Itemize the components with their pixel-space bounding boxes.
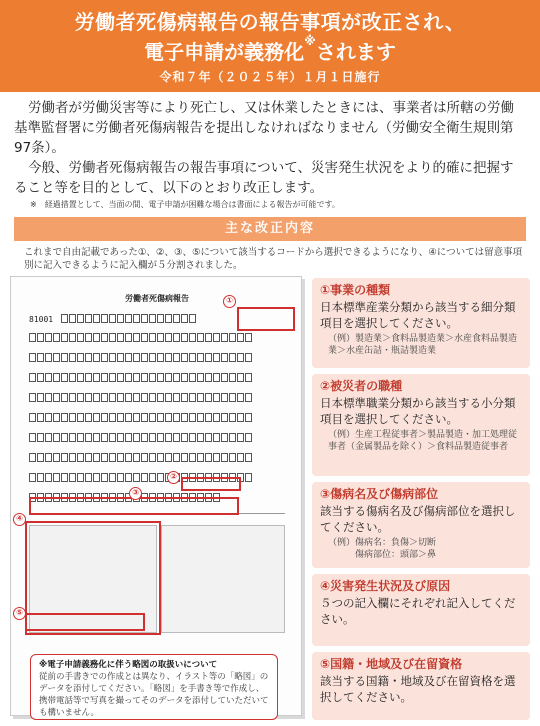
highlight-industry-field bbox=[237, 307, 295, 331]
intro-paragraph-2: 今般、労働者死傷病報告の報告事項について、災害発生状況をより的確に把握すること等を目的として、以下のとおり改正します。 bbox=[14, 160, 514, 196]
tag-3: ③ bbox=[129, 487, 142, 500]
highlight-occupation-field bbox=[181, 477, 241, 491]
tag-5: ⑤ bbox=[13, 607, 26, 620]
card-heading: ③傷病名及び傷病部位 bbox=[320, 487, 439, 501]
revision-card-circumstances bbox=[312, 574, 530, 646]
revision-summary: これまで自由記載であった①、②、③、⑤について該当するコードから選択できるようになり、④については留意事項別に記入できるように記入欄が５分割されました。 bbox=[24, 247, 523, 271]
header-title-line2 bbox=[0, 36, 540, 65]
header-title-mark: ※ bbox=[304, 34, 316, 48]
form-title: 労働者死傷病報告 bbox=[125, 294, 189, 303]
tag-2: ② bbox=[167, 471, 180, 484]
form-cells-row bbox=[61, 314, 196, 323]
header-title-main: 電子申請が義務化 bbox=[144, 40, 305, 64]
card-heading: ④災害発生状況及び原因 bbox=[320, 579, 451, 593]
sketch-note-heading: ※電子申請義務化に伴う略図の取扱いについて bbox=[39, 660, 218, 670]
form-cells-row bbox=[29, 393, 252, 402]
tag-1: ① bbox=[223, 295, 236, 308]
form-cells-row bbox=[29, 373, 252, 382]
header-title-tail: されます bbox=[315, 40, 396, 64]
page-header bbox=[0, 0, 540, 92]
report-form-illustration bbox=[10, 276, 302, 716]
card-body: 該当する国籍・地域及び在留資格を選択してください。 bbox=[320, 674, 516, 704]
form-cells-row bbox=[29, 413, 252, 422]
form-sketch-block bbox=[161, 525, 285, 633]
card-body: 日本標準職業分類から該当する小分類項目を選択してください。 bbox=[320, 396, 516, 426]
sketch-note-body: 従前の手書きでの作成とは異なり、イラスト等の「略図」のデータを添付してください。「略図」を手書き等で作成し、携帯電話等で写真を撮ってそのデータを添付していただいても構いません。 bbox=[39, 672, 269, 718]
enforcement-date: 令和７年（２０２５年）１月１日施行 bbox=[159, 70, 381, 84]
highlight-nationality-field bbox=[25, 613, 145, 631]
card-example: （例）製造業＞食料品製造業＞水産食料品製造業＞水産缶詰・瓶詰製造業 bbox=[328, 334, 518, 356]
card-body: 該当する傷病名及び傷病部位を選択してください。 bbox=[320, 504, 516, 534]
form-cells-row bbox=[29, 433, 252, 442]
form-number: 81001 bbox=[29, 315, 54, 324]
intro-paragraph-1: 労働者が労働災害等により死亡し、又は休業したときには、事業者は所轄の労働基準監督署に労働者死傷病報告を提出しなければなりません（労働安全衛生規則第97条）。 bbox=[14, 100, 514, 156]
revision-card-injury bbox=[312, 482, 530, 568]
card-heading: ①事業の種類 bbox=[320, 283, 391, 297]
form-cells-row bbox=[29, 333, 252, 342]
card-body: ５つの記入欄にそれぞれ記入してください。 bbox=[320, 596, 516, 626]
sketch-handling-note bbox=[30, 654, 278, 720]
card-heading: ②被災者の職種 bbox=[320, 379, 403, 393]
tag-4: ④ bbox=[13, 513, 26, 526]
revision-card-nationality bbox=[312, 652, 530, 720]
form-cells-row bbox=[29, 353, 252, 362]
header-title-line1: 労働者死傷病報告の報告事項が改正され、 bbox=[74, 10, 466, 34]
transition-note: ※ 経過措置として、当面の間、電子申請が困難な場合は書面による報告が可能です。 bbox=[30, 200, 340, 209]
section-banner: 主な改正内容 bbox=[14, 217, 526, 241]
revision-card-industry bbox=[312, 278, 530, 368]
card-example: （例）生産工程従事者＞製品製造・加工処理従事者（金属製品を除く）＞食料品製造従事者 bbox=[328, 430, 518, 452]
revision-card-occupation bbox=[312, 374, 530, 476]
form-cells-row bbox=[29, 453, 252, 462]
card-example: （例）傷病名：負傷＞切断 傷病部位：頭部＞鼻 bbox=[328, 538, 437, 560]
card-body: 日本標準産業分類から該当する細分類項目を選択してください。 bbox=[320, 300, 516, 330]
card-heading: ⑤国籍・地域及び在留資格 bbox=[320, 657, 463, 671]
